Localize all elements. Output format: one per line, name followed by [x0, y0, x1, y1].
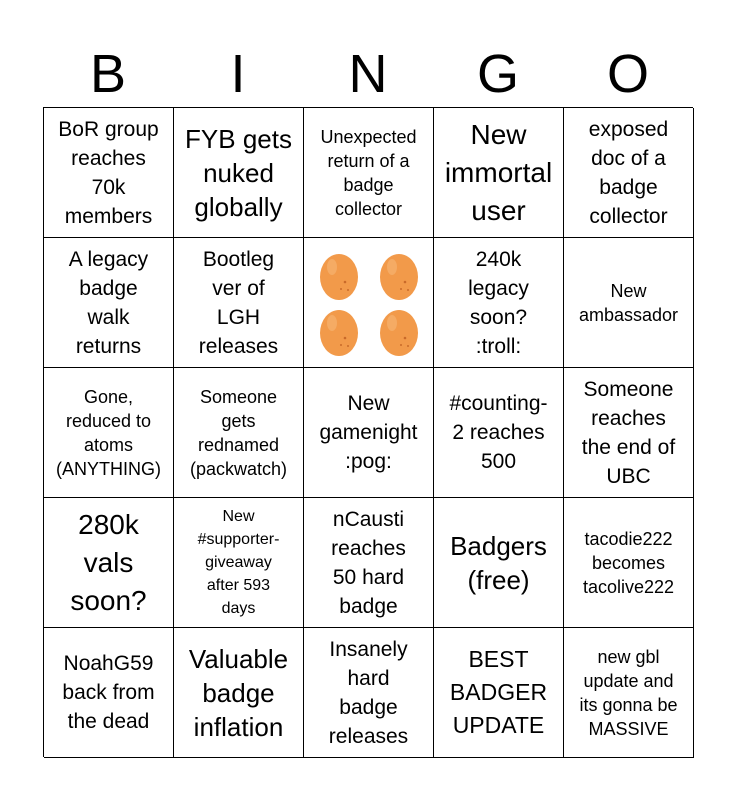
cell-text: 240k legacy soon? :troll:: [468, 247, 529, 358]
bingo-cell[interactable]: [434, 238, 564, 368]
bingo-cell[interactable]: [434, 628, 564, 758]
bingo-cell[interactable]: [174, 108, 304, 238]
header-letter-b: B: [89, 44, 127, 104]
bingo-cell[interactable]: [304, 108, 434, 238]
bingo-cell[interactable]: [564, 238, 694, 368]
cell-text: Bootleg ver of LGH releases: [198, 247, 279, 358]
cell-text: New ambassador: [578, 280, 679, 325]
cell-text: New immortal user: [444, 118, 553, 226]
header-letter-o: O: [606, 44, 649, 104]
cell-text: Insanely hard badge releases: [328, 637, 409, 748]
cell-text: Badgers (free): [450, 530, 547, 595]
bingo-cell[interactable]: [44, 498, 174, 628]
bingo-cell[interactable]: [44, 238, 174, 368]
egg-icon: [379, 249, 419, 301]
bingo-cell[interactable]: [44, 368, 174, 498]
bingo-cell[interactable]: [304, 628, 434, 758]
cell-text: Valuable badge inflation: [188, 643, 289, 742]
bingo-cell[interactable]: [564, 498, 694, 628]
bingo-cell[interactable]: [564, 628, 694, 758]
cell-text: BEST BADGER UPDATE: [449, 646, 548, 738]
bingo-cell[interactable]: [44, 628, 174, 758]
cell-text: FYB gets nuked globally: [185, 123, 292, 222]
bingo-card: [43, 107, 693, 757]
cell-text: nCausti reaches 50 hard badge: [331, 507, 406, 618]
header-letter-g: G: [476, 44, 519, 104]
egg-icon: [319, 305, 359, 357]
cell-text: BoR group reaches 70k members: [58, 117, 159, 228]
bingo-cell[interactable]: [174, 368, 304, 498]
cell-text: Unexpected return of a badge collector: [320, 126, 417, 219]
cell-text: #counting- 2 reaches 500: [449, 392, 548, 473]
cell-text: NoahG59 back from the dead: [62, 652, 155, 733]
bingo-cell[interactable]: [434, 108, 564, 238]
cell-text: New #supporter- giveaway after 593 days: [197, 508, 280, 617]
bingo-cell[interactable]: [564, 108, 694, 238]
cell-text: new gbl update and its gonna be MASSIVE: [579, 646, 678, 739]
cell-text: New gamenight :pog:: [319, 392, 418, 473]
bingo-cell[interactable]: [434, 368, 564, 498]
cell-text: A legacy badge walk returns: [68, 247, 149, 358]
header-letter-i: I: [230, 44, 246, 104]
bingo-cell[interactable]: [304, 368, 434, 498]
cell-text: Someone reaches the end of UBC: [581, 377, 676, 488]
eggs-icon: [319, 249, 419, 357]
bingo-cell[interactable]: [174, 628, 304, 758]
bingo-cell[interactable]: [44, 108, 174, 238]
bingo-header: [43, 40, 693, 108]
bingo-cell[interactable]: [304, 498, 434, 628]
free-space-cell[interactable]: [304, 238, 434, 368]
bingo-cell[interactable]: [174, 238, 304, 368]
egg-icon: [319, 249, 359, 301]
header-letter-n: N: [348, 44, 388, 104]
cell-text: 280k vals soon?: [70, 508, 147, 616]
bingo-cell[interactable]: [434, 498, 564, 628]
cell-text: exposed doc of a badge collector: [588, 117, 669, 228]
cell-text: tacodie222 becomes tacolive222: [582, 528, 675, 597]
cell-text: Gone, reduced to atoms (ANYTHING): [56, 386, 161, 479]
cell-text: Someone gets rednamed (packwatch): [189, 386, 288, 479]
egg-icon: [379, 305, 419, 357]
bingo-cell[interactable]: [564, 368, 694, 498]
bingo-cell[interactable]: [174, 498, 304, 628]
